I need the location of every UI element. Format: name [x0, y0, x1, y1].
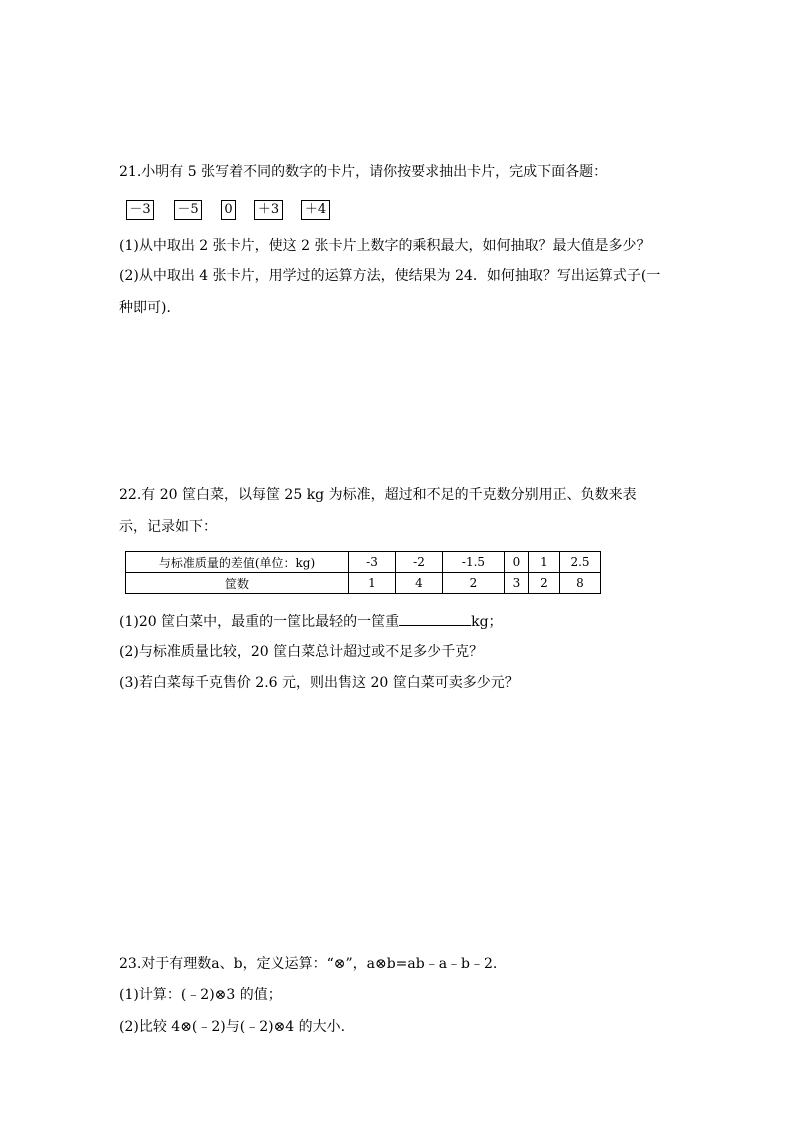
answer-blank — [399, 611, 471, 626]
q22-stem-line2: 示，记录如下： — [119, 519, 217, 535]
card-2: －5 — [174, 200, 202, 220]
card-5: ＋4 — [301, 200, 330, 220]
q22-part1-unit: kg； — [471, 614, 503, 630]
q22-stem-line1: 22.有 20 筐白菜，以每筐 25 kg 为标准，超过和不足的千克数分别用正、负数来表 — [119, 487, 637, 503]
card-4: ＋3 — [254, 200, 283, 220]
table-cell: 2 — [443, 573, 505, 594]
q23-part2: (2)比较 4⊗(﹣2)与(﹣2)⊗4 的大小. — [119, 1019, 346, 1035]
table-row — [126, 552, 601, 573]
q22-part2: (2)与标准质量比较，20 筐白菜总计超过或不足多少千克？ — [119, 644, 484, 660]
table-cell: 1 — [529, 552, 560, 573]
row2-header: 筐数 — [126, 573, 349, 594]
table-row — [126, 573, 601, 594]
row1-header: 与标准质量的差值(单位：kg) — [126, 552, 349, 573]
weight-difference-table — [125, 551, 601, 594]
q22-part3: (3)若白菜每千克售价 2.6 元，则出售这 20 筐白菜可卖多少元？ — [119, 675, 519, 691]
card-3: 0 — [221, 200, 236, 220]
table-cell: 3 — [505, 573, 529, 594]
table-cell: -2 — [396, 552, 443, 573]
q21-part1: (1)从中取出 2 张卡片，使这 2 张卡片上数字的乘积最大，如何抽取？最大值是多少？ — [119, 238, 651, 254]
q23-part1: (1)计算：(﹣2)⊗3 的值； — [119, 987, 282, 1003]
table-cell: 0 — [505, 552, 529, 573]
q21-part2-line2: 种即可)． — [119, 300, 181, 316]
q22-part1 — [119, 611, 503, 632]
q21-part2-line1: (2)从中取出 4 张卡片，用学过的运算方法，使结果为 24．如何抽取？写出运算式子(一 — [119, 268, 661, 284]
table-cell: 8 — [560, 573, 601, 594]
q22-part1-text: (1)20 筐白菜中，最重的一筐比最轻的一筐重 — [119, 614, 400, 630]
q21-stem: 21.小明有 5 张写着不同的数字的卡片，请你按要求抽出卡片，完成下面各题： — [119, 164, 608, 180]
card-1: －3 — [126, 200, 154, 220]
table-cell: 2.5 — [560, 552, 601, 573]
table-cell: -1.5 — [443, 552, 505, 573]
table-cell: 1 — [349, 573, 396, 594]
table-cell: 4 — [396, 573, 443, 594]
table-cell: -3 — [349, 552, 396, 573]
table-cell: 2 — [529, 573, 560, 594]
q23-stem: 23.对于有理数a、b，定义运算：“⊗”，a⊗b=ab﹣a﹣b﹣2. — [119, 956, 498, 972]
